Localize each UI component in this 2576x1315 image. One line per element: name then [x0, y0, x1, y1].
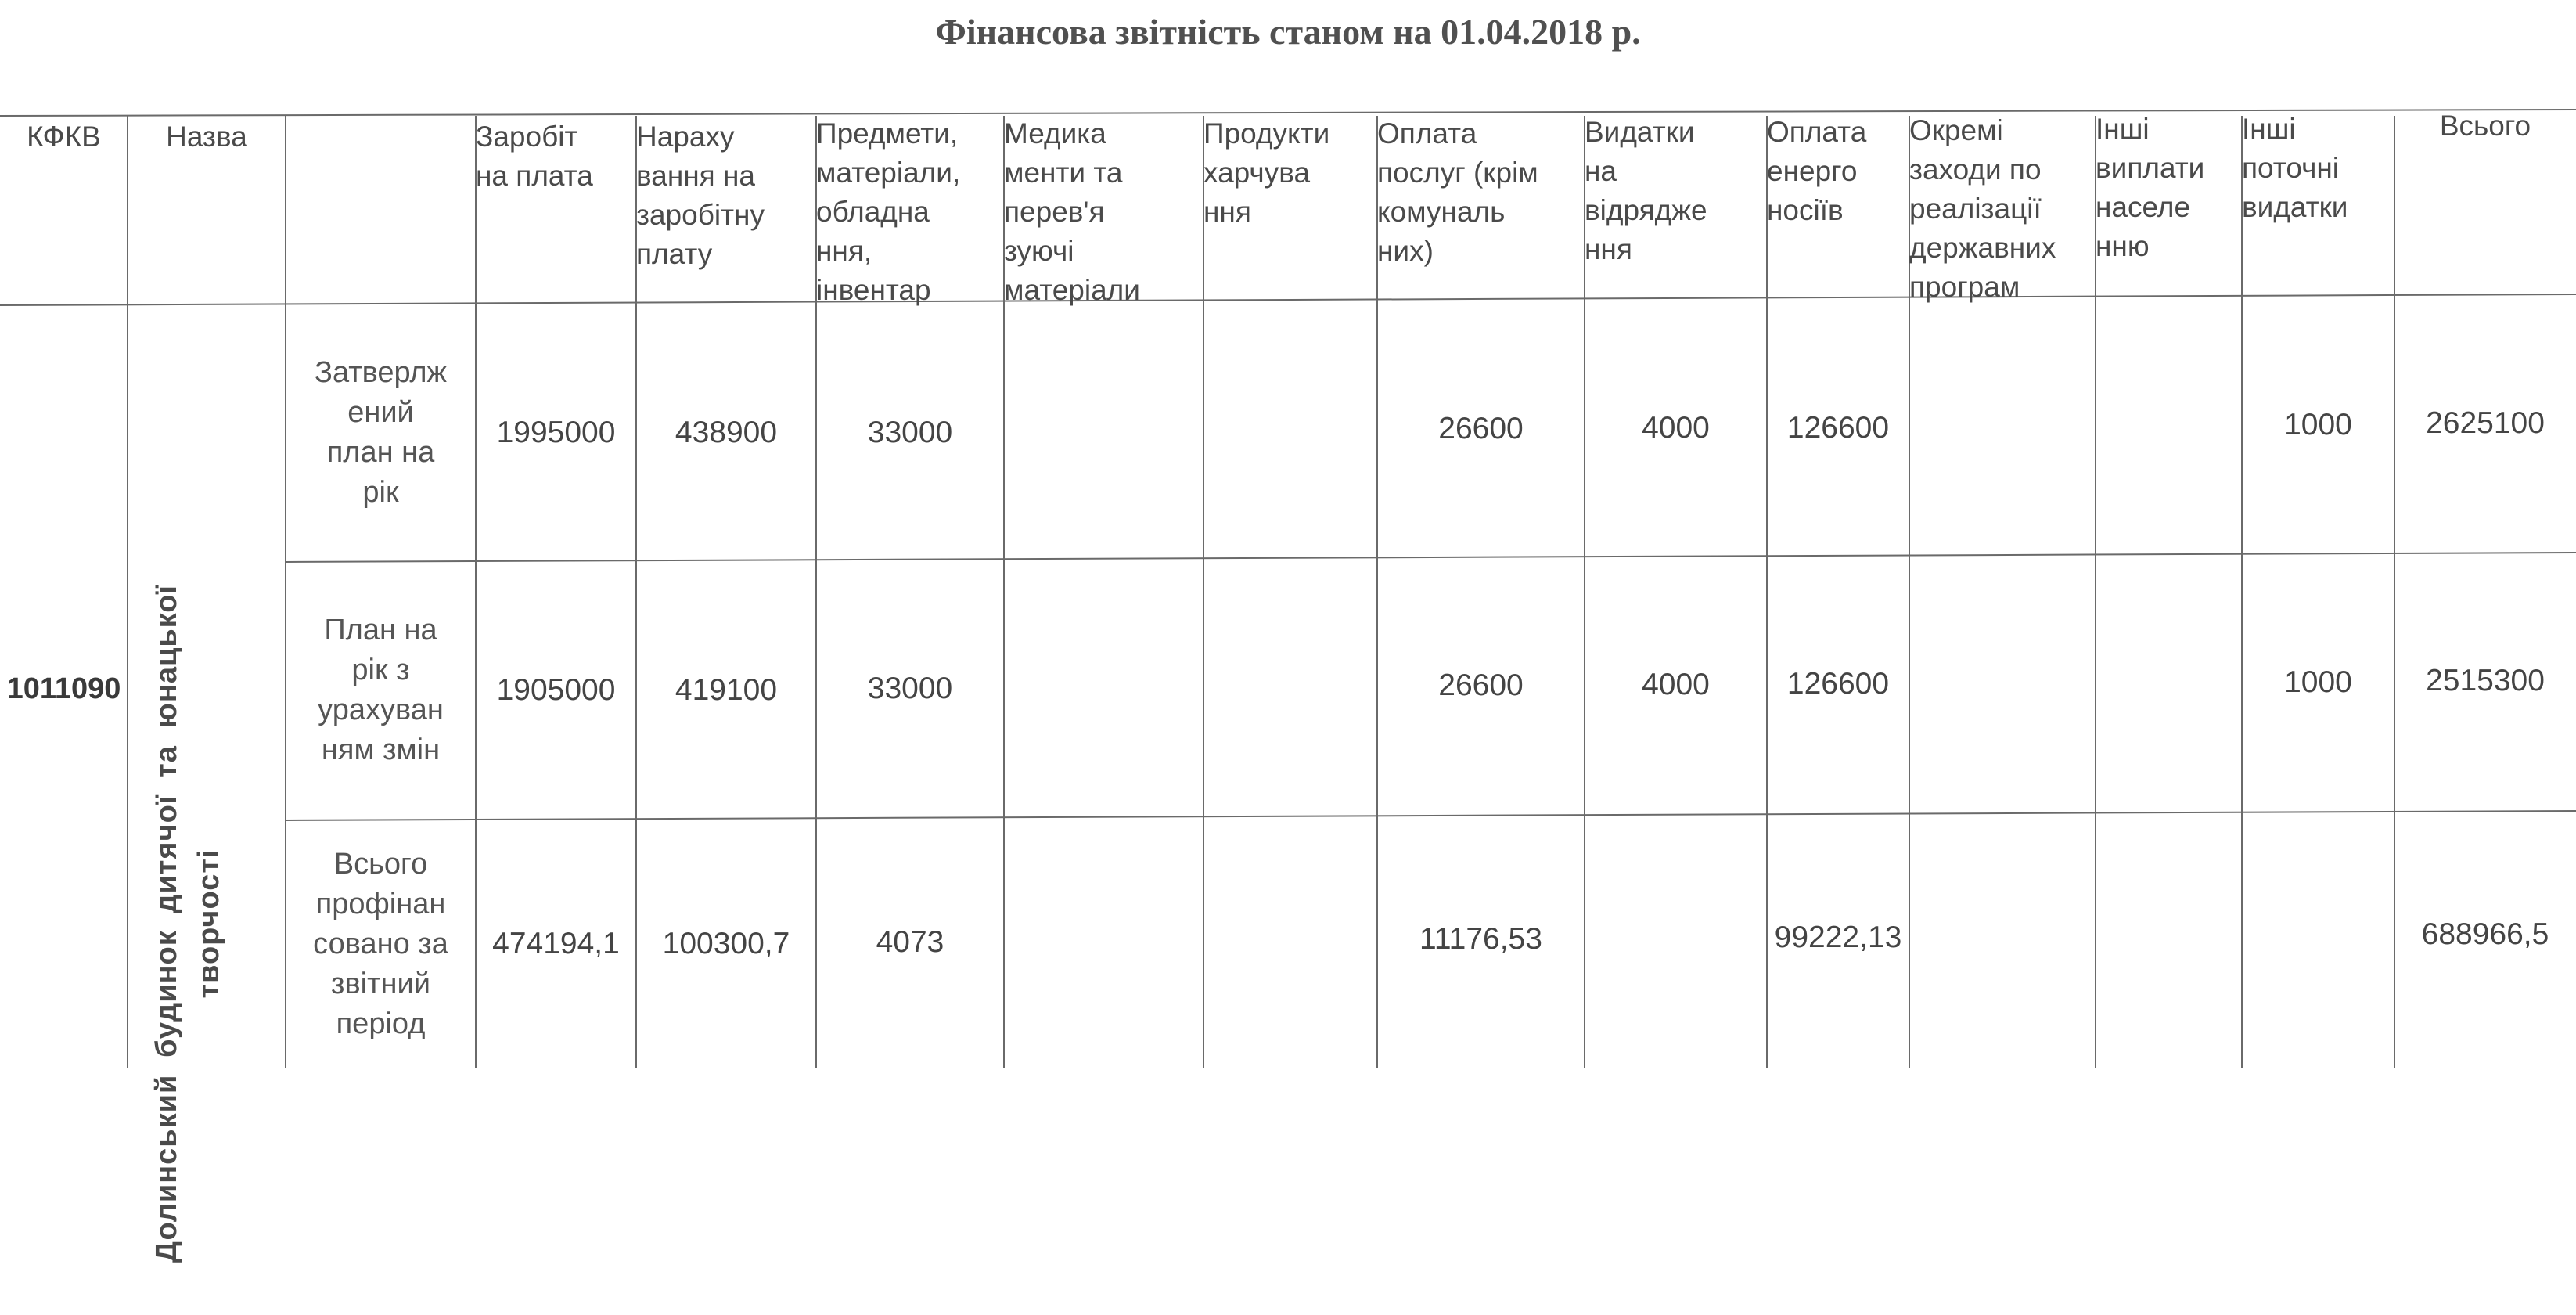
- header-kfkv: КФКВ: [27, 121, 101, 153]
- header-name: Назва: [166, 121, 247, 153]
- cell-r3-travel: [1585, 815, 1767, 1062]
- cell-r2-other-current: 1000: [2284, 665, 2352, 699]
- row-label-plan-with-changes: План на рік з урахуван ням змін: [318, 614, 444, 766]
- cell-r2-services: 26600: [1438, 668, 1524, 702]
- cell-r2-other-payments: [2096, 554, 2242, 811]
- row-label-approved-plan: Затверлж ений план на рік: [315, 355, 447, 509]
- cell-r3-energy: 99222,13: [1774, 920, 1902, 954]
- cell-r2-food: [1203, 559, 1377, 816]
- cell-r2-accruals: 419100: [675, 673, 778, 707]
- cell-r3-programs: [1909, 813, 2096, 1061]
- header-other-current: Інші поточні видатки: [2242, 113, 2348, 223]
- cell-r1-medicines: [1004, 304, 1203, 558]
- institution-name: Долинський будинок дитячої та юнацької творчості: [150, 584, 225, 1263]
- row-label-financed-total: Всього профінан совано за звітний період: [313, 847, 448, 1040]
- header-services: Оплата послуг (крім комуналь них): [1377, 117, 1538, 267]
- cell-r1-other-payments: [2096, 298, 2242, 553]
- cell-r3-total: 688966,5: [2421, 917, 2549, 951]
- header-energy: Оплата енерго носіїв: [1767, 116, 1867, 226]
- cell-r2-energy: 126600: [1786, 667, 1890, 701]
- cell-r3-items: 4073: [876, 925, 944, 959]
- cell-r2-programs: [1909, 555, 2096, 812]
- cell-r1-other-current: 1000: [2284, 407, 2352, 441]
- header-accruals: Нараху вання на заробітну плату: [636, 121, 765, 270]
- cell-r1-programs: [1909, 299, 2096, 553]
- cell-r2-medicines: [1004, 560, 1203, 817]
- cell-r3-salary: 474194,1: [492, 927, 620, 960]
- cell-r1-accruals: 438900: [675, 415, 778, 449]
- cell-r3-accruals: 100300,7: [662, 927, 790, 960]
- cell-r3-medicines: [1004, 819, 1203, 1066]
- header-travel: Видатки на відрядже ння: [1585, 116, 1707, 265]
- cell-r3-other-current: [2242, 812, 2394, 1060]
- cell-r1-food: [1203, 304, 1377, 558]
- header-items: Предмети, матеріали, обладна ння, інвентар: [816, 117, 961, 306]
- cell-r3-services: 11176,53: [1419, 922, 1542, 956]
- header-salary: Заробіт на плата: [476, 121, 593, 192]
- header-medicines: Медика менти та перев'я зуючі матеріали: [1004, 117, 1140, 306]
- cell-r1-items: 33000: [867, 415, 953, 449]
- cell-r3-food: [1203, 817, 1377, 1065]
- cell-r2-salary: 1905000: [496, 673, 616, 707]
- cell-r1-energy: 126600: [1786, 410, 1890, 445]
- header-total: Всього: [2439, 110, 2531, 142]
- header-row-type: [286, 117, 476, 305]
- header-programs: Окремі заходи по реалізації державних програм: [1909, 114, 2056, 303]
- cell-r3-other-payments: [2096, 812, 2242, 1060]
- cell-r1-total: 2625100: [2426, 405, 2545, 440]
- report-title: Фінансова звітність станом на 01.04.2018 р.: [935, 12, 1641, 52]
- kfkv-code: 1011090: [6, 672, 121, 705]
- header-food: Продукти харчува ння: [1203, 117, 1330, 228]
- cell-r2-total: 2515300: [2426, 664, 2545, 697]
- header-other-payments: Інші виплати населе нню: [2096, 113, 2205, 262]
- cell-r1-services: 26600: [1438, 411, 1524, 445]
- cell-r1-salary: 1995000: [496, 415, 616, 449]
- cell-r2-travel: 4000: [1642, 668, 1710, 701]
- cell-r1-travel: 4000: [1642, 410, 1710, 445]
- cell-r2-items: 33000: [867, 672, 953, 705]
